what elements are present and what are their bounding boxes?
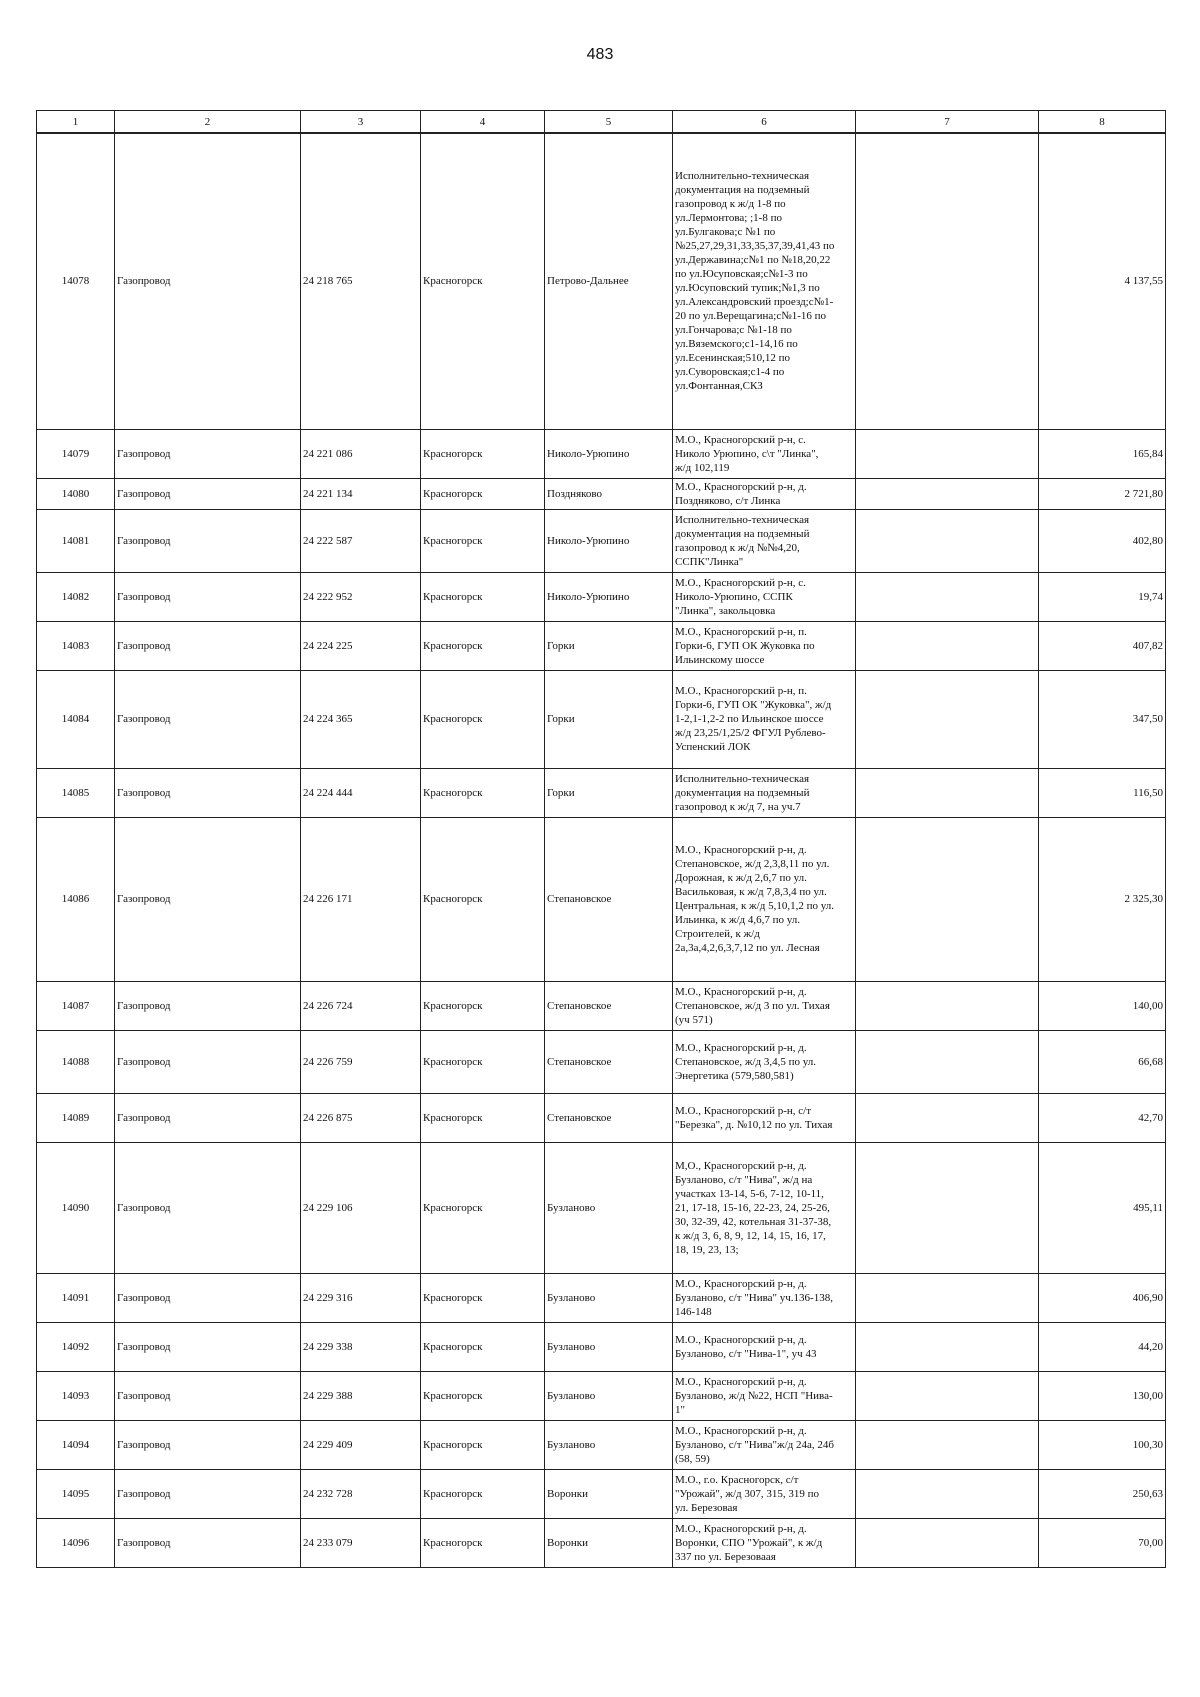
locality: Бузланово (545, 1371, 673, 1420)
description: М.О., Красногорский р-н, с. Николо Урюпино, с\т "Линка", ж/д 102,119 (673, 429, 856, 478)
table-row (37, 478, 1166, 509)
description: М.О., Красногорский р-н, д. Степановское, ж/д 2,3,8,11 по ул. Дорожная, к ж/д 2,6,7 по ул. Васильковая, к ж/д 7,8,3,4 по ул. Центральная, к ж/д 5,10,1,2 по ул. Ильинка, к ж/д 4,6,7 по ул. Строителей, к ж/д 2а,3а,4,2,6,3,7,12 по ул. Лесная (673, 817, 856, 981)
asset-name: Газопровод (115, 768, 301, 817)
table-row (37, 1273, 1166, 1322)
record-number: 14086 (37, 817, 115, 981)
table-row (37, 1030, 1166, 1093)
description: М.О., Красногорский р-н, с/т "Березка", д. №10,12 по ул. Тихая (673, 1093, 856, 1142)
inventory-code: 24 222 587 (301, 509, 421, 572)
asset-name: Газопровод (115, 817, 301, 981)
empty-cell (856, 429, 1039, 478)
inventory-code: 24 229 388 (301, 1371, 421, 1420)
table-row (37, 429, 1166, 478)
description: М.О., Красногорский р-н, д. Поздняково, с/т Линка (673, 478, 856, 509)
city: Красногорск (421, 478, 545, 509)
length-value: 130,00 (1039, 1371, 1166, 1420)
record-number: 14083 (37, 621, 115, 670)
asset-name: Газопровод (115, 429, 301, 478)
inventory-code: 24 232 728 (301, 1469, 421, 1518)
locality: Горки (545, 621, 673, 670)
record-number: 14093 (37, 1371, 115, 1420)
empty-cell (856, 1518, 1039, 1567)
inventory-code: 24 233 079 (301, 1518, 421, 1567)
locality: Горки (545, 768, 673, 817)
record-number: 14095 (37, 1469, 115, 1518)
length-value: 4 137,55 (1039, 133, 1166, 429)
locality: Петрово-Дальнее (545, 133, 673, 429)
description: М.О., Красногорский р-н, д. Бузланово, с/т "Нива"ж/д 24а, 24б (58, 59) (673, 1420, 856, 1469)
description: М.О., Красногорский р-н, д. Воронки, СПО "Урожай", к ж/д 337 по ул. Березоваая (673, 1518, 856, 1567)
locality: Бузланово (545, 1322, 673, 1371)
locality: Николо-Урюпино (545, 572, 673, 621)
length-value: 347,50 (1039, 670, 1166, 768)
city: Красногорск (421, 1273, 545, 1322)
column-header: 2 (115, 111, 301, 134)
city: Красногорск (421, 1322, 545, 1371)
asset-name: Газопровод (115, 1273, 301, 1322)
table-row (37, 981, 1166, 1030)
asset-name: Газопровод (115, 981, 301, 1030)
city: Красногорск (421, 1420, 545, 1469)
description: М.О., Красногорский р-н, с. Николо-Урюпино, ССПК "Линка", закольцовка (673, 572, 856, 621)
record-number: 14092 (37, 1322, 115, 1371)
inventory-code: 24 229 338 (301, 1322, 421, 1371)
inventory-code: 24 229 409 (301, 1420, 421, 1469)
locality: Степановское (545, 1093, 673, 1142)
column-header-row (37, 111, 1166, 134)
description: М.О., Красногорский р-н, д. Бузланово, ж/д №22, НСП "Нива- 1" (673, 1371, 856, 1420)
column-header: 8 (1039, 111, 1166, 134)
table-row (37, 1322, 1166, 1371)
asset-name: Газопровод (115, 1142, 301, 1273)
empty-cell (856, 1322, 1039, 1371)
inventory-code: 24 222 952 (301, 572, 421, 621)
record-number: 14091 (37, 1273, 115, 1322)
locality: Воронки (545, 1518, 673, 1567)
locality: Бузланово (545, 1142, 673, 1273)
asset-name: Газопровод (115, 572, 301, 621)
city: Красногорск (421, 621, 545, 670)
register-table (36, 110, 1166, 1568)
city: Красногорск (421, 670, 545, 768)
empty-cell (856, 1273, 1039, 1322)
asset-name: Газопровод (115, 478, 301, 509)
length-value: 140,00 (1039, 981, 1166, 1030)
inventory-code: 24 226 759 (301, 1030, 421, 1093)
length-value: 402,80 (1039, 509, 1166, 572)
locality: Степановское (545, 817, 673, 981)
record-number: 14096 (37, 1518, 115, 1567)
column-header: 1 (37, 111, 115, 134)
record-number: 14089 (37, 1093, 115, 1142)
asset-name: Газопровод (115, 1518, 301, 1567)
length-value: 2 325,30 (1039, 817, 1166, 981)
table-row (37, 1093, 1166, 1142)
locality: Бузланово (545, 1420, 673, 1469)
inventory-code: 24 224 225 (301, 621, 421, 670)
inventory-code: 24 221 086 (301, 429, 421, 478)
table-row (37, 621, 1166, 670)
inventory-code: 24 226 724 (301, 981, 421, 1030)
table-row (37, 133, 1166, 429)
locality: Николо-Урюпино (545, 429, 673, 478)
description: М.О., г.о. Красногорск, с/т "Урожай", ж/д 307, 315, 319 по ул. Березовая (673, 1469, 856, 1518)
description: М,О., Красногорский р-н, д. Бузланово, с/т "Нива", ж/д на участках 13-14, 5-6, 7-12, 10-11, 21, 17-18, 15-16, 22-23, 24, 25-26, 30, 32-39, 42, котельная 31-37-38, к ж/д 3, 6, 8, 9, 12, 14, 15, 16, 17, 18, 19, 23, 13; (673, 1142, 856, 1273)
locality: Поздняково (545, 478, 673, 509)
table-row (37, 1420, 1166, 1469)
inventory-code: 24 226 171 (301, 817, 421, 981)
empty-cell (856, 1142, 1039, 1273)
length-value: 495,11 (1039, 1142, 1166, 1273)
description: М.О., Красногорский р-н, д. Бузланово, с/т "Нива-1", уч 43 (673, 1322, 856, 1371)
table-row (37, 817, 1166, 981)
page-number: 483 (586, 46, 614, 63)
length-value: 70,00 (1039, 1518, 1166, 1567)
length-value: 2 721,80 (1039, 478, 1166, 509)
locality: Воронки (545, 1469, 673, 1518)
inventory-code: 24 226 875 (301, 1093, 421, 1142)
empty-cell (856, 670, 1039, 768)
table-row (37, 670, 1166, 768)
record-number: 14085 (37, 768, 115, 817)
inventory-code: 24 229 316 (301, 1273, 421, 1322)
empty-cell (856, 133, 1039, 429)
length-value: 100,30 (1039, 1420, 1166, 1469)
column-header: 7 (856, 111, 1039, 134)
city: Красногорск (421, 1518, 545, 1567)
asset-name: Газопровод (115, 509, 301, 572)
city: Красногорск (421, 981, 545, 1030)
inventory-code: 24 221 134 (301, 478, 421, 509)
description: М.О., Красногорский р-н, д. Бузланово, с/т "Нива" уч.136-138, 146-148 (673, 1273, 856, 1322)
city: Красногорск (421, 1469, 545, 1518)
asset-name: Газопровод (115, 1093, 301, 1142)
length-value: 116,50 (1039, 768, 1166, 817)
description: Исполнительно-техническая документация на подземный газопровод к ж/д 1-8 по ул.Лермонтова; ;1-8 по ул.Булгакова;с №1 по №25,27,29,31,33,35,37,39,41,43 по ул.Державина;с№1 по №18,20,22 по ул.Юсуповская;с№1-3 по ул.Юсуповский тупик;№1,3 по ул.Александровский проезд;с№1- 20 по ул.Верещагина;с№1-16 по ул.Гончарова;с №1-18 по ул.Вяземского;с1-14,16 по ул.Есенинская;510,12 по ул.Суворовская;с1-4 по ул.Фонтанная,СКЗ (673, 133, 856, 429)
asset-name: Газопровод (115, 670, 301, 768)
asset-name: Газопровод (115, 621, 301, 670)
length-value: 250,63 (1039, 1469, 1166, 1518)
table-row (37, 572, 1166, 621)
empty-cell (856, 1030, 1039, 1093)
empty-cell (856, 1469, 1039, 1518)
city: Красногорск (421, 1030, 545, 1093)
city: Красногорск (421, 817, 545, 981)
empty-cell (856, 621, 1039, 670)
table-row (37, 1371, 1166, 1420)
length-value: 42,70 (1039, 1093, 1166, 1142)
description: М.О., Красногорский р-н, п. Горки-6, ГУП ОК "Жуковка", ж/д 1-2,1-1,2-2 по Ильинское шоссе ж/д 23,25/1,25/2 ФГУЛ Рублево- Успенский ЛОК (673, 670, 856, 768)
asset-name: Газопровод (115, 133, 301, 429)
description: М.О., Красногорский р-н, п. Горки-6, ГУП ОК Жуковка по Ильинскому шоссе (673, 621, 856, 670)
locality: Николо-Урюпино (545, 509, 673, 572)
length-value: 44,20 (1039, 1322, 1166, 1371)
record-number: 14090 (37, 1142, 115, 1273)
empty-cell (856, 1371, 1039, 1420)
length-value: 407,82 (1039, 621, 1166, 670)
empty-cell (856, 1420, 1039, 1469)
inventory-code: 24 224 444 (301, 768, 421, 817)
description: Исполнительно-техническая документация на подземный газопровод к ж/д 7, на уч.7 (673, 768, 856, 817)
record-number: 14094 (37, 1420, 115, 1469)
record-number: 14082 (37, 572, 115, 621)
table-row (37, 1518, 1166, 1567)
empty-cell (856, 1093, 1039, 1142)
empty-cell (856, 478, 1039, 509)
city: Красногорск (421, 768, 545, 817)
empty-cell (856, 509, 1039, 572)
table-row (37, 1142, 1166, 1273)
asset-name: Газопровод (115, 1420, 301, 1469)
asset-name: Газопровод (115, 1469, 301, 1518)
city: Красногорск (421, 133, 545, 429)
locality: Степановское (545, 981, 673, 1030)
column-header: 4 (421, 111, 545, 134)
column-header: 5 (545, 111, 673, 134)
length-value: 406,90 (1039, 1273, 1166, 1322)
locality: Горки (545, 670, 673, 768)
city: Красногорск (421, 1371, 545, 1420)
record-number: 14081 (37, 509, 115, 572)
record-number: 14080 (37, 478, 115, 509)
inventory-code: 24 229 106 (301, 1142, 421, 1273)
empty-cell (856, 572, 1039, 621)
column-header: 3 (301, 111, 421, 134)
city: Красногорск (421, 429, 545, 478)
empty-cell (856, 817, 1039, 981)
length-value: 19,74 (1039, 572, 1166, 621)
city: Красногорск (421, 509, 545, 572)
locality: Степановское (545, 1030, 673, 1093)
table-row (37, 768, 1166, 817)
city: Красногорск (421, 572, 545, 621)
inventory-code: 24 224 365 (301, 670, 421, 768)
city: Красногорск (421, 1142, 545, 1273)
description: М.О., Красногорский р-н, д. Степановское, ж/д 3 по ул. Тихая (уч 571) (673, 981, 856, 1030)
empty-cell (856, 768, 1039, 817)
record-number: 14084 (37, 670, 115, 768)
table-row (37, 509, 1166, 572)
empty-cell (856, 981, 1039, 1030)
inventory-code: 24 218 765 (301, 133, 421, 429)
city: Красногорск (421, 1093, 545, 1142)
description: М.О., Красногорский р-н, д. Степановское, ж/д 3,4,5 по ул. Энергетика (579,580,581) (673, 1030, 856, 1093)
description: Исполнительно-техническая документация на подземный газопровод к ж/д №№4,20, ССПК"Линка" (673, 509, 856, 572)
length-value: 66,68 (1039, 1030, 1166, 1093)
length-value: 165,84 (1039, 429, 1166, 478)
record-number: 14087 (37, 981, 115, 1030)
record-number: 14078 (37, 133, 115, 429)
asset-name: Газопровод (115, 1371, 301, 1420)
table-row (37, 1469, 1166, 1518)
locality: Бузланово (545, 1273, 673, 1322)
record-number: 14088 (37, 1030, 115, 1093)
asset-name: Газопровод (115, 1030, 301, 1093)
column-header: 6 (673, 111, 856, 134)
record-number: 14079 (37, 429, 115, 478)
asset-name: Газопровод (115, 1322, 301, 1371)
